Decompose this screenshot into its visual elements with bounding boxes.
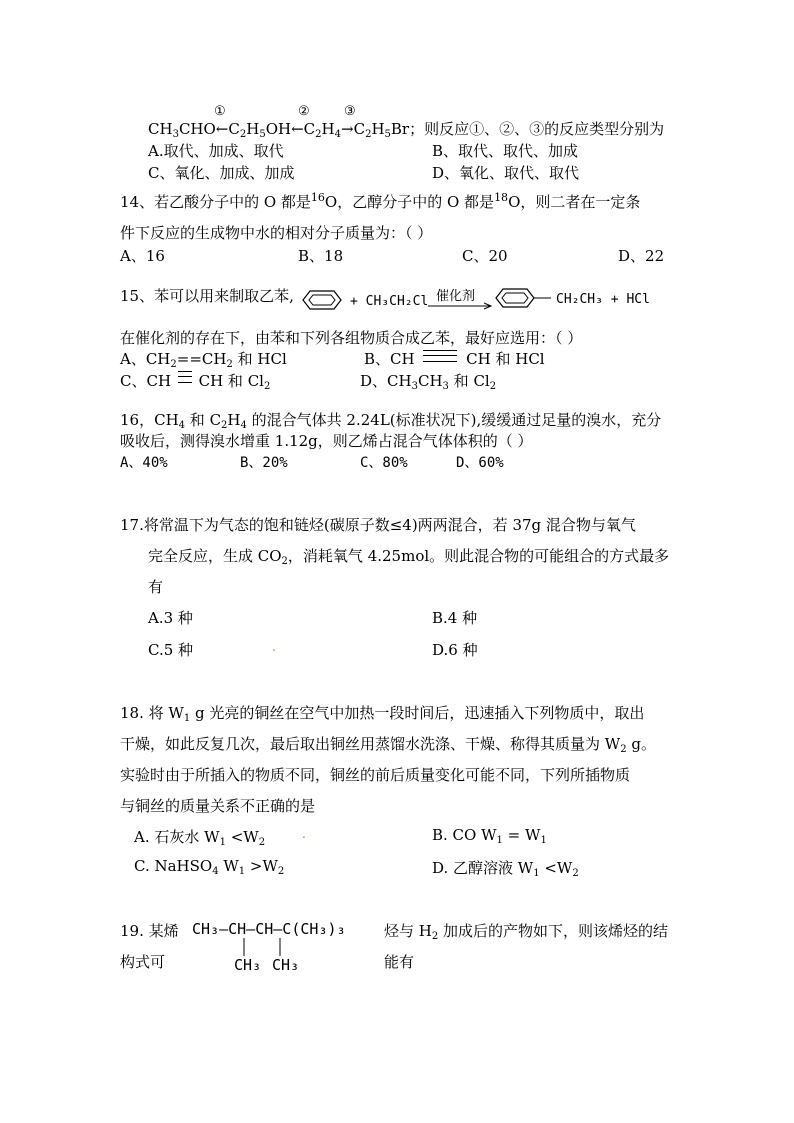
- q15-option-d: D、$CH_3CH_3$ 和 $Cl_2$: [360, 372, 497, 392]
- q15-stem-line2: 在催化剂的存在下，由苯和下列各组物质合成乙苯，最好应选用：（ ）: [120, 329, 583, 347]
- q14-option-d: D、22: [618, 247, 665, 265]
- q18-stem-line2: 干燥，如此反复几次，最后取出铜丝用蒸馏水洗涤、干燥、称得其质量为 $W_2$ g。: [120, 735, 656, 755]
- q17-option-a: A.3 种: [148, 609, 193, 627]
- q16-option-c: C、80%: [360, 455, 408, 471]
- q16-option-a: A、40%: [120, 455, 168, 471]
- triple-bond-icon: [423, 350, 457, 362]
- q15-option-b: B、CH CH 和 HCl: [364, 350, 545, 368]
- q19-stem-line2-end: 能有: [384, 953, 415, 971]
- q13-question-text: ；则反应①、②、③的反应类型分别为: [409, 120, 665, 138]
- q19-structural-formula: CH₃—CH—CH—C(CH₃)₃: [192, 920, 346, 938]
- q19-branch-methyl-2: CH₃: [272, 956, 300, 974]
- q18-stem-line4: 与铜丝的质量关系不正确的是: [120, 797, 316, 815]
- q15-option-a: A、$CH_2==CH_2$ 和 HCl: [120, 350, 287, 370]
- q14-option-b: B、18: [298, 247, 344, 265]
- q14-stem-line1: 14、若乙酸分子中的 O 都是$^{16}$O，乙醇分子中的 O 都是$^{18}$O，则二者在一定条: [120, 191, 641, 211]
- reaction-mark-1: ①: [214, 104, 226, 119]
- q17-option-c: C.5 种: [148, 641, 194, 659]
- q17-option-b: B.4 种: [432, 609, 478, 627]
- q17-stem-line2: 完全反应，生成 $CO_2$，消耗氧气 4.25mol。则此混合物的可能组合的方式最多: [148, 547, 670, 567]
- left-arrow-icon: ←: [291, 120, 304, 138]
- q19-stem-line1-start: 19. 某烯: [120, 922, 179, 940]
- q17-stray-dot: .: [272, 640, 276, 654]
- q19-stem-line1-end: 烃与 $H_2$ 加成后的产物如下，则该烯烃的结: [384, 922, 669, 942]
- q16-stem-line2: 吸收后，测得溴水增重 1.12g，则乙烯占混合气体体积的（ ）: [120, 432, 533, 450]
- q16-stem-line1: 16，$CH_4$ 和 $C_2H_4$ 的混合气体共 2.24L(标准状况下),缓缓通过足量的溴水，充分: [120, 411, 662, 431]
- left-arrow-icon: ←: [215, 120, 229, 138]
- q13-option-b: B、取代、取代、加成: [432, 142, 579, 160]
- triple-bond-icon: [178, 371, 192, 383]
- q14-option-a: A、16: [120, 247, 165, 265]
- reaction-mark-2: ②: [298, 104, 310, 119]
- q16-option-b: B、20%: [240, 455, 288, 471]
- q13-option-c: C、氧化、加成、加成: [148, 164, 295, 182]
- q15-catalyst-label: 催化剂: [436, 289, 476, 304]
- q15-product: CH₂CH₃ + HCl: [556, 292, 650, 307]
- q17-option-d: D.6 种: [432, 641, 478, 659]
- benzene-ring-icon: [302, 290, 342, 310]
- q18-option-c: C. NaHSO$_4$ $W_1 >W_2$: [134, 857, 285, 877]
- q18-stray-dot: .: [302, 827, 306, 841]
- q19-stem-line2-start: 构式可: [120, 953, 166, 971]
- q19-branch-methyl-1: CH₃: [234, 956, 262, 974]
- q13-option-a: A.取代、加成、取代: [148, 142, 284, 160]
- q16-option-d: D、60%: [456, 455, 504, 471]
- q18-stem-line1: 18. 将 $W_1$ g 光亮的铜丝在空气中加热一段时间后，迅速插入下列物质中，取出: [120, 704, 645, 724]
- reaction-mark-3: ③: [344, 104, 356, 119]
- q15-reagent: + CH₃CH₂Cl: [350, 294, 429, 309]
- q15-option-c: C、CH CH 和 $Cl_2$: [120, 372, 271, 392]
- q13-option-d: D、氧化、取代、取代: [432, 164, 580, 182]
- q14-stem-line2: 件下反应的生成物中水的相对分子质量为：（ ）: [120, 224, 433, 242]
- q18-option-a: A. 石灰水 $W_1 <W_2$: [134, 828, 266, 848]
- q18-option-d: D. 乙醇溶液 $W_1 <W_2$: [432, 859, 579, 879]
- right-arrow-icon: →: [341, 120, 354, 138]
- q17-stem-line1: 17.将常温下为气态的饱和链烃(碳原子数≤4)两两混合，若 37g 混合物与氧气: [120, 516, 636, 534]
- q14-option-c: C、20: [462, 247, 508, 265]
- q17-stem-line3: 有: [148, 578, 164, 596]
- q18-option-b: B. CO $W_1 = W_1$: [432, 826, 547, 846]
- q13-chain-line: $CH_3CHO\leftarrow C_2H_5OH\leftarrow C_2H_4\to C_2H_5Br$；则反应①、②、③的反应类型分别为: [148, 120, 665, 140]
- q15-stem-line1: 15、苯可以用来制取乙苯,: [120, 287, 294, 305]
- ethylbenzene-ring-icon: [495, 288, 553, 308]
- q18-stem-line3: 实验时由于所插入的物质不同，铜丝的前后质量变化可能不同，下列所插物质: [120, 766, 631, 784]
- reaction-arrow-icon: [428, 302, 494, 310]
